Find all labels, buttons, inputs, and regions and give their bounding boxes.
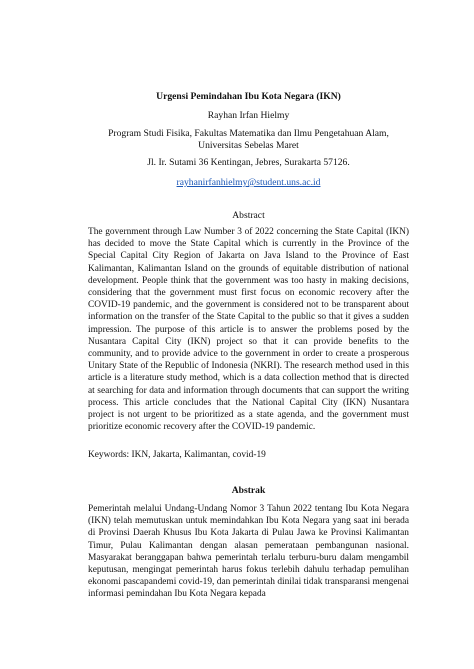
author-name: Rayhan Irfan Hielmy [207, 110, 290, 121]
affiliation [88, 128, 409, 152]
abstract-body: The government through Law Number 3 of 2022 concerning the State Capital (IKN) has decided to move the State Capital which is currently in the Province of the Special Capital City Region of Jakarta on Java Island to the Province of East Kalimantan, Kalimantan Island on the grounds of equitable distribution of national development. People think that the government was too hasty in making decisions, considering that the government must first focus on economic recovery after the COVID-19 pandemic, and the government is considered not to be transparent about information on the transfer of the State Capital to the public so that it gives a sudden impression. The purpose of this article is to answer the problems posed by the Nusantara Capital City (IKN) project so that it can provide benefits to the community, and to provide advice to the government in order to create a prosperous Unitary State of the Republic of Indonesia (NKRI). The research method used in this article is a literature study method, which is a data collection method that is directed at searching for data and information through documents that can support the writing process. This article concludes that the National Capital City (IKN) Nusantara project is not urgent to be prioritized as a state agenda, and the government must prioritize economic recovery after the COVID-19 pandemic. [88, 227, 409, 433]
paper-title: Urgensi Pemindahan Ibu Kota Negara (IKN) [156, 91, 341, 102]
email-line [88, 177, 409, 188]
keywords: Keywords: IKN, Jakarta, Kalimantan, covid-19 [88, 450, 266, 460]
abstrak-body: Pemerintah melalui Undang-Undang Nomor 3 Tahun 2022 tentang Ibu Kota Negara (IKN) telah memutuskan untuk memindahkan Ibu Kota Negara yang saat ini berada di Provinsi Daerah Khusus Ibu Kota Jakarta di Pulau Jawa ke Provinsi Kalimantan Timur, Pulau Kalimantan dengan alasan pemerataan pembangunan nasional. Masyarakat beranggapan bahwa pemerintah terlalu terburu-buru dalam mengambil keputusan, mengingat pemerintah harus fokus terlebih dahulu terhadap pemulihan ekonomi pascapandemi covid-19, dan pemerintah dinilai tidak transparansi mengenai informasi pemindahan Ibu Kota Negara kepada [88, 504, 409, 600]
affiliation-line-2: Universitas Sebelas Maret [198, 140, 299, 151]
abstrak-heading: Abstrak [231, 485, 266, 496]
email-link[interactable]: rayhanirfanhielmy@student.uns.ac.id [176, 177, 321, 188]
address: Jl. Ir. Sutami 36 Kentingan, Jebres, Surakarta 57126. [147, 157, 350, 168]
abstract-heading: Abstract [232, 210, 265, 221]
affiliation-line-1: Program Studi Fisika, Fakultas Matematika dan Ilmu Pengetahuan Alam, [108, 128, 389, 139]
